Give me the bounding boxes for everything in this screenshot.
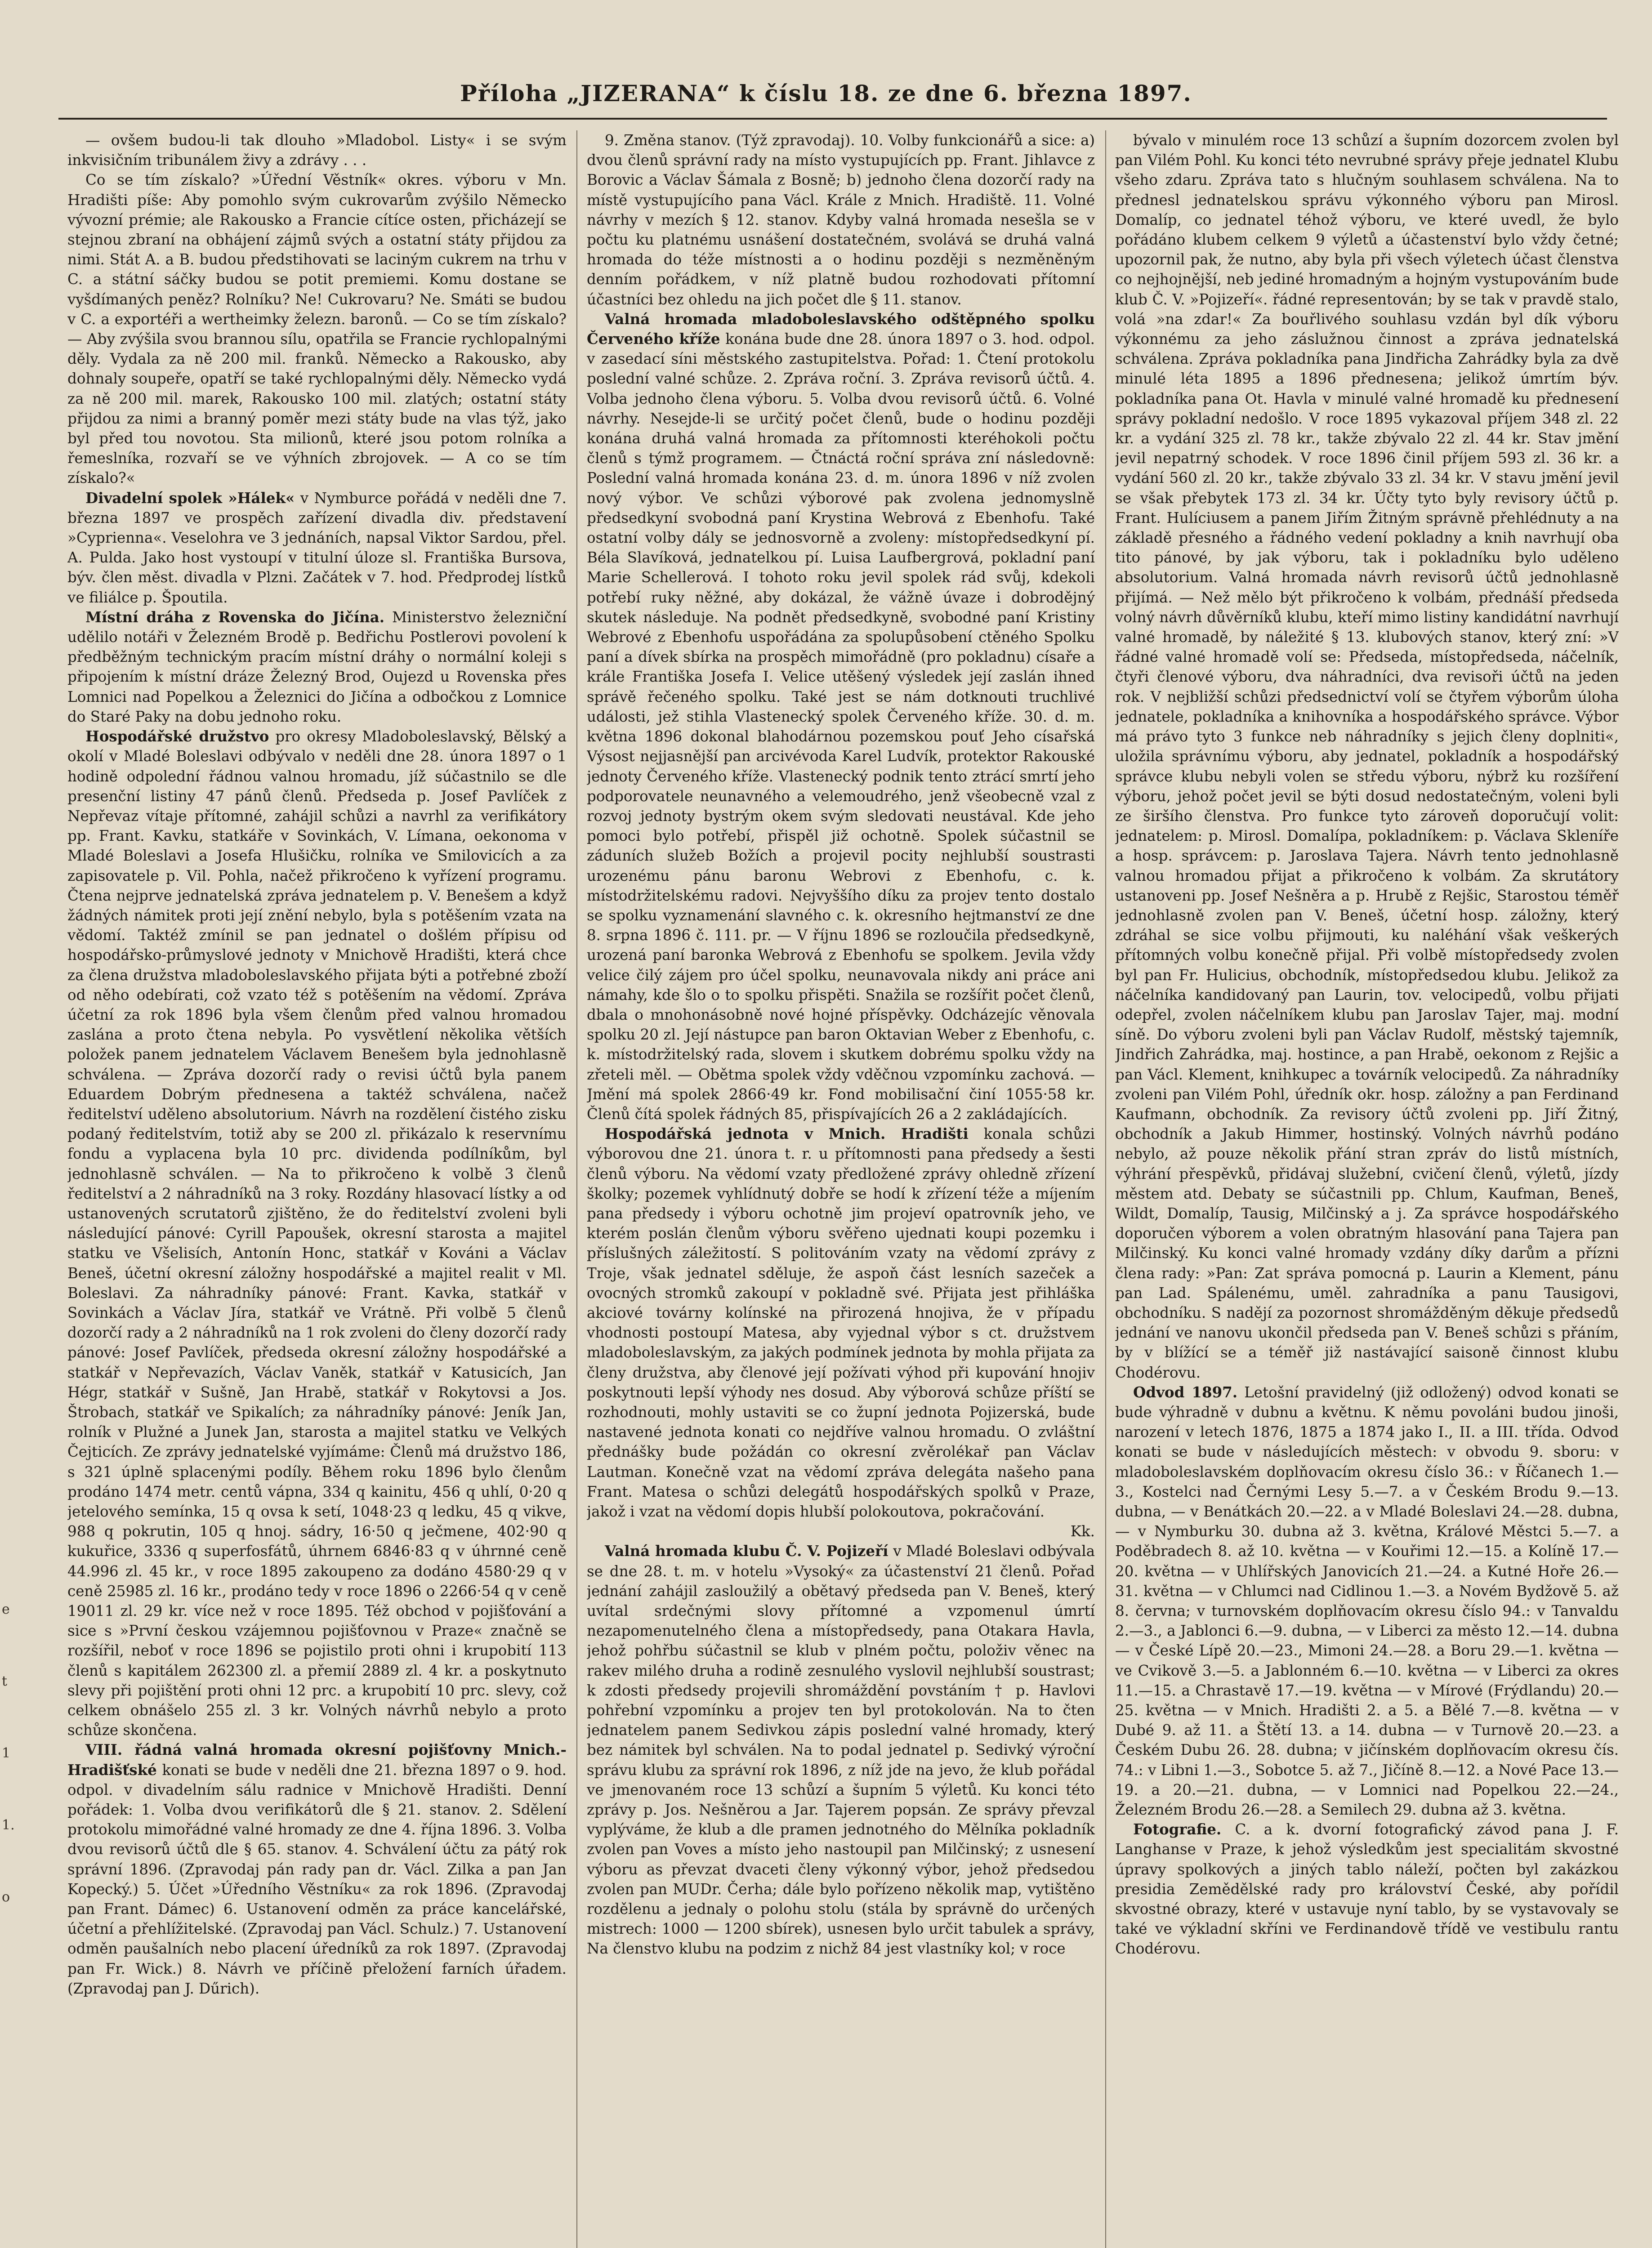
- article-heading: Valná hromada mladoboleslavského odštěpného spolku Červeného kříže: [587, 310, 1095, 348]
- signature: Kk.: [1070, 1523, 1095, 1540]
- article-text: — ovšem budou-li tak dlouho »Mladobol. Listy« i se svým inkvisičním tribunálem živy a zdrávy . . .: [67, 132, 567, 169]
- article-text: 9. Změna stanov. (Týž zpravodaj). 10. Volby funkcionářů a sice: a) dvou členů správní rady na místo vystupujících pp. Frant. Jihlavce z Borovic a Václav Šámala z Bosně; b) jednoho člena dozorčí rady na místě vystupujícího pana Václ. Krále z Mnich. Hradiště. 11. Volné návrhy v mezích § 12. stanov. Kdyby valná hromada nesešla se v počtu ku platnému usnášení dostatečném, svolává se druhá valná hromada do téže místnosti a o hodinu později s nezměněným denním pořádkem, v níž platně budou rozhodovati přítomní účastníci bez ohledu na jich počet dle § 11. stanov.: [587, 132, 1095, 308]
- article-paragraph: [1115, 1820, 1619, 1958]
- article-paragraph: [587, 130, 1095, 309]
- article-text: v Mladé Boleslavi odbývala se dne 28. t. m. v hotelu »Vysoký« za účastenství 21 členů. Pořad jednání zahájil zasloužilý a obětavý předseda pan V. Beneš, který uvítal srdečnými slovy přítomné a vzpomenul úmrtí nezapomenutelného člena a místopředsedy, pana Otakara Havla, jehož pohřbu súčastnil se klub v plném počtu, položiv věnec na rakev milého druha a rodině zesnulého vyslovil nejhlubší soustrast; k zdosti předsedy projevili shromáždění povstáním † p. Havlovi pohřební vzpomínku a projev ten byl protokolován. Na to čten jednatelem panem Sedivkou zápis poslední valné hromady, který bez námitek byl schválen. Na to podal jednatel p. Sedivký výroční správu klubu za správní rok 1896, z níž jde na jevo, že klub pořádal ve jmenovaném roce 13 schůzí a šupním 5 výletů. Ku konci této zprávy p. Jos. Nešněrou a Jar. Tajerem popsán. Ze správy převzal vyplýváme, že klub a dle pramen jednotného do Mělníka pokladník zvolen pan Voves a místo jeho nastoupil pan Milčinský; z usnesení výboru as převzat dvaceti členy výkonný výbor, jehož předsedou zvolen pan MUDr. Čerha; dále bylo pořízeno několik map, vytištěno rozdělenu a jednaly o polohu stolu (stála by správně do určených mistrech: 1000 — 1200 sbírek), usnesen bylo určit tabulek a správy, Na členstvo klubu na podzim z nichž 84 jest vlastníky kol; v roce: [587, 1543, 1095, 1958]
- page-header: Příloha „JIZERANA“ k číslu 18. ze dne 6. března 1897.: [460, 80, 1192, 107]
- article-text: konala schůzi výborovou dne 21. února t. r. u přítomnosti pana předsedy a šesti členů výboru. Na vědomí vzaty předložené zprávy ohledně zřízení školky; pozemek vyhlídnutý dobře se hodí k zřízení téže a míjením pana předsedy i výboru ochotně jim projeví opatrovník jeho, ve kterém poslán členům výboru svěřeno ujednati koupi pozemku i příslušných záležitostí. S politováním vzaty na vědomí zprávy z Troje, však jednatel sděluje, že aspoň část lesních sazeček a ovocných stromků zakoupí v pokladně své. Přijata jest přihláška akciové továrny kolínské na přirozená hnojiva, že v případu vhodnosti postoupí Matesa, aby vyjednal výbor s ct. družstvem mladoboleslavským, za jakých podmínek jednota by mohla přijata za členy družstva, aby členové její požívati výhod při kupování hnojiv poskytnouti lepší výhody nes dosud. Aby výborová schůze příští se rozhodnouti, mohly ustaviti se co župní jednota Pojizerská, bude nastavené jednota konati co nejdříve valnou hromadu. O zvláštní přednášky bude požádán co okresní zvěrolékař pan Václav Lautman. Konečně vzat na vědomí zpráva delegáta našeho pana Frant. Matesa o schůzi delegátů hospodářských spolků v Praze, jakož i vzat na vědomí dopis hlubší polokoutova, pokračování.: [587, 1125, 1095, 1521]
- column-divider: [1105, 130, 1106, 2248]
- article-paragraph: [67, 607, 567, 727]
- article-heading: Fotografie.: [1133, 1820, 1222, 1838]
- article-text: bývalo v minulém roce 13 schůzí a šupním dozorcem zvolen byl pan Vilém Pohl. Ku konci této nevrubné správy přeje jednatel Klubu všeho zdaru. Zpráva tato s hlučným souhlasem schválena. Na to přednesl jednatelskou správu výkonného výboru pan Mirosl. Domalíp, co jednatel téhož výboru, ve které uvedl, že bylo pořádáno klubem celkem 9 výletů a účastenství bylo vždy četné; upozornil pak, že nutno, aby byla při všech výletech účast členstva co nejhojnější, neb jediné hromadným a hojným vystupováním bude klub Č. V. »Pojizeří«. řádné representován; by se tak v pravdě stalo, volá »na zdar!« Za bouřlivého souhlasu vzdán byl dík výboru výkonnému za jeho záslužnou činnost a zpráva jednatelská schválena. Zpráva pokladníka pana Jindřicha Zahrádky byla za dvě minulé léta 1895 a 1896 přednesena; jelikož úmrtím býv. pokladníka pana Ot. Havla v minulé valné hromadě ku přednesení správy pokladní nedošlo. V roce 1895 vykazoval příjem 348 zl. 22 kr. a vydání 325 zl. 78 kr., takže zbývalo 22 zl. 44 kr. Stav jmění jevil nepatrný schodek. V roce 1896 činil příjem 593 zl. 36 kr. a vydání 560 zl. 20 kr., takže zbývalo 33 zl. 34 kr. V stavu jmění jevil se však přebytek 173 zl. 34 kr. Účty tyto byly revisory účtů p. Frant. Hulíciusem a panem Jiřím Žitným správně přehlédnuty a na základě přesného a řádného vedení pokladny a knih navrhují oba tito pánové, by jak výboru, tak i pokladníku bylo uděleno absolutorium. Valná hromada návrh revisorů účtů jednohlasně přijímá. — Než mělo být přikročeno k volbám, přednáší předseda volný návrh důvěrníků klubu, kteří mimo listiny kandidátní navrhují valné hromadě, by náležité § 13. klubových stanov, který zní: »V řádné valné hromadě volí se: Předseda, místopředseda, náčelník, čtyři členové výboru, dva náhradníci, dva revisoři účtů na jeden rok. V nejbližší schůzi předsednictví volí se čtyřem výborům úloha jednatele, pokladníka a knihovníka a hospodářského správce. Výbor má právo tyto 3 funkce neb náhradníky s jejich členy doplniti«, uložila správnímu výboru, aby jednatel, pokladník a hospodářský správce klubu nebyli volen se středu výboru, nýbrž ku rozšíření výboru, jehož počet jevil se býti dosud nedostatečným, voleni byli ze širšího členstva. Pro funkce tyto zároveň doporučují volit: jednatelem: p. Mirosl. Domalípa, pokladníkem: p. Václava Skleníře a hosp. správcem: p. Jaroslava Tajera. Návrh tento jednohlasně valnou hromadou přijat a přikročeno k volbám. Za skrutátory ustanoveni pp. Josef Nešněra a p. Hrubě z Rejšic, Starostou téměř jednohlasně zvolen pan V. Beneš, účetní hosp. záložny, který zdráhal se sice volbu přijmouti, ku naléhání však veškerých přítomných volbu konečně přijal. Při volbě místopředsedy zvolen byl pan Fr. Hulicius, obchodník, místopředsedou klubu. Jelikož za náčelníka kandidovaný pan Laurin, tov. velocipedů, volbu přijati odepřel, zvolen náčelníkem klubu pan Jaroslav Tajer, maj. modní síně. Do výboru zvoleni byli pan Václav Rudolf, městský tajemník, Jindřich Zahrádka, maj. hostince, a pan Hrabě, oekonom z Rejšic a pan Václ. Klement, knihkupec a továrník velocipedů. Za náhradníky zvoleni pan Vilém Pohl, úředník okr. hosp. záložny a pan Ferdinand Kaufmann, obchodník. Za revisory účtů zvoleni pp. Jiří Žitný, obchodník a Jakub Himmer, hostinský. Volných návrhů podáno nebylo, až pouze několik přání stran zpráv do listů místních, výhrání přespěvků, přidávaj služební, cvičení členů, výletů, jízdy městem atd. Debaty se súčastnili pp. Chlum, Kaufman, Beneš, Wildt, Domalíp, Tausig, Milčinský a j. Za správce hospodářského doporučen výborem a volen obratným hlasování pana Tajera pan Milčinský. Ku konci valné hromady vzdány díky darům a přízni člena rady: »Pan: Zat správa pomocná p. Laurin a Klement, pánu pan Lad. Spálenému, uměl. zahradníka a panu Tausigovi, obchodníku. S nadějí za pozornost shromážděným děkuje předsedů jednání ve nanovu ukončil předseda pan V. Beneš schůzi s přáním, by v blížící se a téměř již nastávající saisoně činnost klubu Chodérovu.: [1115, 132, 1619, 1381]
- article-text: konána bude dne 28. února 1897 o 3. hod. odpol. v zasedací síni městského zastupitelstva. Pořad: 1. Čtení protokolu poslední valné schůze. 2. Zpráva roční. 3. Zpráva revisorů účtů. 4. Volba jednoho člena výboru. 5. Volba dvou revisorů účtů. 6. Volné návrhy. Nesejde-li se určitý počet členů, bude o hodinu později konána druhá valná hromada za přítomnosti kteréhokoli počtu členů s týmž programem. — Čtnáctá roční správa zní následovně: Poslední valná hromada konána 23. d. m. února 1896 v níž zvolen nový výbor. Ve schůzi výborové pak zvolena jednomyslně předsedkyní svobodná paní Krystina Webrová z Ebenhofu. Také ostatní volby dály se jednosvorně a zvoleny: místopředsedkyní pí. Béla Slavíková, jednatelkou pí. Luisa Laufbergrová, pokladní paní Marie Schellerová. I tohoto roku jevil spolek rád svůj, kdekoli potřebí ruky něžné, aby dokázal, že vážně úvaze i dobrodějný skutek následuje. Na podnět předsedkyně, svobodné paní Kristiny Webrové z Ebenhofu uspořádána za spolupůsobení ctěného Spolku paní a dívek sbírka na prospěch mimořádně (pro pokladnu) císaře a krále Františka Josefa I. Velice utěšený výsledek její zaslán ihned správě řečeného spolku. Také jest se nám dotknouti truchlivé události, jež stihla Vlastenecký spolek Červeného kříže. 30. d. m. května 1896 dokonal blahodárnou pozemskou pouť Jeho císařská Výsost nejjasnější pan arcivévoda Karel Ludvík, protektor Rakouské jednoty Červeného kříže. Vlastenecký podnik tento ztrácí smrtí jeho podporovatele neunavného a velemoudrého, jenž všeobecně vzal z rozvoj jednoty bystrým okem svým sledovati neustával. Kde jeho pomoci bylo potřebí, přispěl již ochotně. Spolek súčastnil se záduních služeb Božích a projevil pocity nejhlubší soustrasti urozenému pánu baronu Webrovi z Ebenhofu, c. k. místodržitelskému radovi. Nejvyššího díku za projev tento dostalo se spolku vyznamenání slavného c. k. okresního hejtmanství ze dne 8. srpna 1896 č. 111. pr. — V říjnu 1896 se rozloučila předsedkyně, urozená paní baronka Webrová z Ebenhofu se spolkem. Jevila vždy velice čilý zájem pro účel spolku, neunavovala nikdy ani práce ani námahy, kde šlo o to spolku přispěti. Snažila se rozšířit počet členů, dbala o mnohonásobně nové hojné příspěvky. Odcházejíc věnovala spolku 20 zl. Její nástupce pan baron Oktavian Weber z Ebenhofu, c. k. místodržitelský rada, slovem i skutkem dobrému spolku vždy na zřeteli měl. — Obětma spolek vždy vděčnou vzpomínku zachová. — Jmění má spolek 2866·49 kr. Fond mobilisační činí 1055·58 kr. Členů čítá spolek řádných 85, přispívajících 26 a 2 zakládajících.: [587, 330, 1095, 1123]
- column-3: [1115, 130, 1619, 2248]
- article-text: Letošní pravidelný (již odložený) odvod konati se bude výhradně v dubnu a květnu. K němu povoláni budou jinoši, narození v letech 1876, 1875 a 1874 jako I., II. a III. třída. Odvod konati se bude v následujících městech: v obvodu 9. sboru: v mladoboleslavském doplňovacím okresu číslo 36.: v Říčanech 1.—3., Kostelci nad Černými Lesy 5.—7. a v Českém Brodu 9.—13. dubna, — v Benátkách 20.—22. a v Mladé Boleslavi 24.—28. dubna, — v Nymburku 30. dubna až 3. května, Králové Městci 5.—7. a Poděbradech 8. až 10. května — v Kouřimi 12.—15. a Kolíně 17.—20. května — v Uhlířských Janovicích 21.—24. a Kutné Hoře 26.—31. května — v Chlumci nad Cidlinou 1.—3. a Novém Bydžově 5. až 8. června; v turnovském doplňovacím okresu číslo 94.: v Tanvaldu 2.—3., a Jablonci 6.—9. dubna, — v Liberci za město 12.—14. dubna — v České Lípě 20.—23., Mimoni 24.—28. a Boru 29.—1. května — ve Cvikově 3.—5. a Jablonném 6.—10. května — v Liberci za okres 11.—15. a Chrastavě 17.—19. května — v Mírové (Frýdlandu) 20.—25. května — v Mnich. Hradišti 2. a 5. a Bělé 7.—8. května — v Dubé 9. až 11. a Štětí 13. a 14. dubna — v Turnově 20.—23. a Českém Dubu 26. 28. dubna; v jičínském doplňovacím okresu čís. 74.: v Libni 1.—3., Sobotce 5. až 7., Jičíně 8.—12. a Nové Pace 13.—19. a 20.—21. dubna, — v Lomnici nad Popelkou 22.—24., Železném Brodu 26.—28. a Semilech 29. dubna až 3. května.: [1115, 1383, 1619, 1819]
- article-paragraph: [1115, 1383, 1619, 1820]
- article-text: C. a k. dvorní fotografický závod pana J. F. Langhanse v Praze, k jehož výsledkům jest specialitám skvostné úpravy spolkových a jiných tablo náleží, počten byl zakázkou presidia Zemědělské rady pro království České, aby pořídil skvostné obrazy, které v ustavuje nyní tablo, by se vystavovaly se také ve výkladní skříni ve Ferdinandově třídě ve vestibulu rantu Chodérovu.: [1115, 1821, 1619, 1958]
- margin-mark: e: [2, 1601, 10, 1617]
- article-heading: VIII. řádná valná hromada okresní pojišťovny Mnich.-Hradišťské: [67, 1741, 567, 1779]
- article-heading: Hospodářská jednota v Mnich. Hradišti: [605, 1125, 969, 1143]
- article-paragraph: [67, 1740, 567, 1998]
- article-heading: Valná hromada klubu Č. V. Pojizeří: [605, 1542, 889, 1560]
- article-heading: Divadelní spolek »Hálek«: [85, 489, 295, 507]
- article-heading: Odvod 1897.: [1133, 1383, 1238, 1401]
- article-text: Co se tím získalo? »Úřední Věstník« okres. výboru v Mn. Hradišti píše: Aby pomohlo svým cukrovarům zvýšilo Německo vývozní prémie; ale Rakousko a Francie cítíce osten, přicházejí se stejnou zbraní na obhájení zájmů svých a ostatní státy přijdou za nimi. Stát A. a B. budou předstihovati se laciným cukrem na trhu v C. a státní sáčky budou se potit premiemi. Komu dostane se vyšdímaných peněz? Rolníku? Ne! Cukrovaru? Ne. Smáti se budou v C. a exportéři a wertheimky železn. baronů. — Co se tím získalo? — Aby zvýšila svou brannou sílu, opatřila se Francie rychlopalnými děly. Vydala za ně 200 mil. franků. Německo a Rakousko, aby dohnaly soupeře, opatří se také rychlopalnými děly. Německo vydá za ně 200 mil. marek, Rakousko 100 mil. zlatých; ostatní státy přijdou za nimi a branný poměr mezi státy bude na vlas týž, jako byl před tou novotou. Sta milionů, které jsou potom rolníka a řemeslníka, rozvaří se ve výhních zbrojovek. — A co se tím získalo?«: [67, 171, 567, 487]
- margin-mark: 1.: [2, 1817, 15, 1833]
- article-heading: Hospodářské družstvo: [85, 727, 269, 745]
- article-paragraph: [587, 1541, 1095, 1958]
- margin-mark: o: [2, 1889, 10, 1905]
- article-paragraph: [587, 1124, 1095, 1521]
- article-text: pro okresy Mladoboleslavský, Bělský a okolí v Mladé Boleslavi odbývalo v neděli dne 28. února 1897 o 1 hodině odpolední řádnou valnou hromadu, jíž súčastnilo se dle presenční listiny 47 pánů členů. Předseda p. Josef Pavlíček z Nepřevaz vítaje přítomné, zahájil schůzi a navrhl za verifikátory pp. Frant. Kavku, statkáře v Sovinkách, V. Límana, oekonoma v Mladé Boleslavi a Josefa Hlušičku, rolníka ve Smilovicích a za zapisovatele p. Vil. Pohla, načež přikročeno k vyřízení programu. Čtena nejprve jednatelská zpráva jednatelem p. V. Benešem a když žádných námitek proti její znění nebylo, byla s potěšením vzata na vědomí. Taktéž zmínil se pan jednatel o došlém přípisu od hospodářsko-průmyslové jednoty v Mnichově Hradišti, která chce za člena družstva mladoboleslavského přijata býti a potřebné zboží od něho odebírati, což vzato též s potěšením na vědomí. Zpráva účetní za rok 1896 byla všem členům před valnou hromadou zaslána a proto čtena nebyla. Po vysvětlení několika větších položek panem jednatelem Václavem Benešem byla jednohlasně schválena. — Zpráva dozorčí rady o revisi účtů byla panem Eduardem Dobrým přednesena a taktéž schválena, načež ředitelství uděleno absolutorium. Návrh na rozdělení čistého zisku podaný ředitelstvím, totiž aby se 200 zl. přikázalo k reservnímu fondu a vyplacena byla 10 prc. dividenda podílníkům, byl jednohlasně schválen. — Na to přikročeno k volbě 3 členů ředitelství a 2 náhradníků na 3 roky. Rozdány hlasovací lístky a od ustanovených scrutatorů zjištěno, že do ředitelství zvoleni byli následující pánové: Cyrill Papoušek, okresní starosta a majitel statku ve Všelisích, Antonín Honc, statkář v Kováni a Václav Beneš, účetní okresní záložny hospodářské a majitel realit v Ml. Boleslavi. Za náhradníky pánové: Frant. Kavka, statkář v Sovinkách a Václav Jíra, statkář ve Vrátně. Při volbě 5 členů dozorčí rady a 2 náhradníků na 1 rok zvoleni do členy dozorčí rady pánové: Josef Pavlíček, předseda okresní záložny hospodářské a statkář v Nepřevazích, Václav Vaněk, statkář v Katusicích, Jan Hégr, statkář v Sušně, Jan Hrabě, statkář v Rokytovsi a Jos. Štrobach, statkář ve Spikalích; za náhradníky pánové: Jeník Jan, rolník v Plužné a Junek Jan, starosta a majitel statku ve Velkých Čejticích. Ze zprávy jednatelské vyjímáme: Členů má družstvo 186, s 321 úplně splacenými podíly. Během roku 1896 bylo členům prodáno 1474 metr. centů vápna, 334 q kainitu, 456 q uhlí, 0·20 q jetelového semínka, 15 q ovsa k setí, 1048·23 q ledku, 45 q vikve, 988 q pokrutin, 105 q hnoj. sádry, 16·50 q ječmene, 402·90 q kukuřice, 3336 q superfosfátů, úhrnem 6846·83 q v úhrnné ceně 44.996 zl. 45 kr., v roce 1895 zakoupeno za dodáno 4580·29 q v ceně 25985 zl. 16 kr., prodáno tedy v roce 1896 o 2266·54 q v ceně 19011 zl. 29 kr. více než v roce 1895. Též obchod v pojišťování a sice s »První českou vzájemnou pojišťovnou v Praze« značně se rozšířil, neboť v roce 1896 se pojistilo proti ohni i krupobití 113 členů s kapitálem 262300 zl. a přemií 2889 zl. 4 kr. a poskytnuto slevy při pojištění proti ohni 12 prc. a krupobití 10 prc. slevy, což celkem obnášelo 255 zl. 3 kr. Volných návrhů nebylo a proto schůze skončena.: [67, 728, 567, 1739]
- margin-mark: t: [2, 1673, 8, 1689]
- margin-mark: 1: [2, 1745, 11, 1761]
- article-text: v Nymburce pořádá v neděli dne 7. března 1897 ve prospěch zařízení divadla div. představení »Cyprienna«. Veselohra ve 3 jednáních, napsal Viktor Sardou, přel. A. Pulda. Jako host vystoupí v titulní úloze sl. Františka Bursova, býv. člen měst. divadla v Plzni. Začátek v 7. hod. Předprodej lístků ve filiálce p. Špoutila.: [67, 489, 567, 606]
- column-divider: [576, 130, 577, 2248]
- margin-marks: [2, 1574, 15, 1933]
- column-2: [587, 130, 1095, 2248]
- article-paragraph: [67, 727, 567, 1740]
- article-text: konati se bude v neděli dne 21. března 1897 o 9. hod. odpol. v divadelním sálu radnice v Mnichově Hradišti. Denní pořádek: 1. Volba dvou verifikátorů dle § 21. stanov. 2. Sdělení protokolu mimořádné valné hromady ze dne 4. října 1896. 3. Volba dvou revisorů účtů dle § 65. stanov. 4. Schválení účtu za pátý rok správní 1896. (Zpravodaj pán rady pan dr. Václ. Zilka a pan Jan Kopecký.) 5. Účet »Úředního Věstníku« za rok 1896. (Zpravodaj pan Frant. Dámec) 6. Ustanovení odměn za práce kancelářské, účetní a přehlížitelské. (Zpravodaj pan Václ. Schulz.) 7. Ustanovení odměn paušalních nebo placení úředníků za rok 1897. (Zpravodaj pan Fr. Wick.) 8. Návrh ve příčině přeložení farních úřadem. (Zpravodaj pan J. Dűrich).: [67, 1761, 567, 1997]
- header-rule: [58, 118, 1607, 120]
- article-text: Ministerstvo železniční udělilo notáři v Železném Brodě p. Bedřichu Postlerovi povolení k předběžným technickým pracím místní dráhy o normální koleji s připojením k místní dráze Železný Brod, Oujezd u Rovenska přes Lomnici nad Popelkou a Železnici do Jičína a odbočkou z Lomnice do Staré Paky na dobu jednoho roku.: [67, 608, 567, 725]
- article-heading: Místní dráha z Rovenska do Jičína.: [85, 608, 385, 626]
- article-paragraph: [1115, 130, 1619, 1383]
- article-paragraph: [67, 130, 567, 170]
- column-1: [67, 130, 567, 2248]
- article-paragraph: [587, 309, 1095, 1124]
- article-paragraph: [67, 170, 567, 488]
- article-paragraph: [67, 488, 567, 607]
